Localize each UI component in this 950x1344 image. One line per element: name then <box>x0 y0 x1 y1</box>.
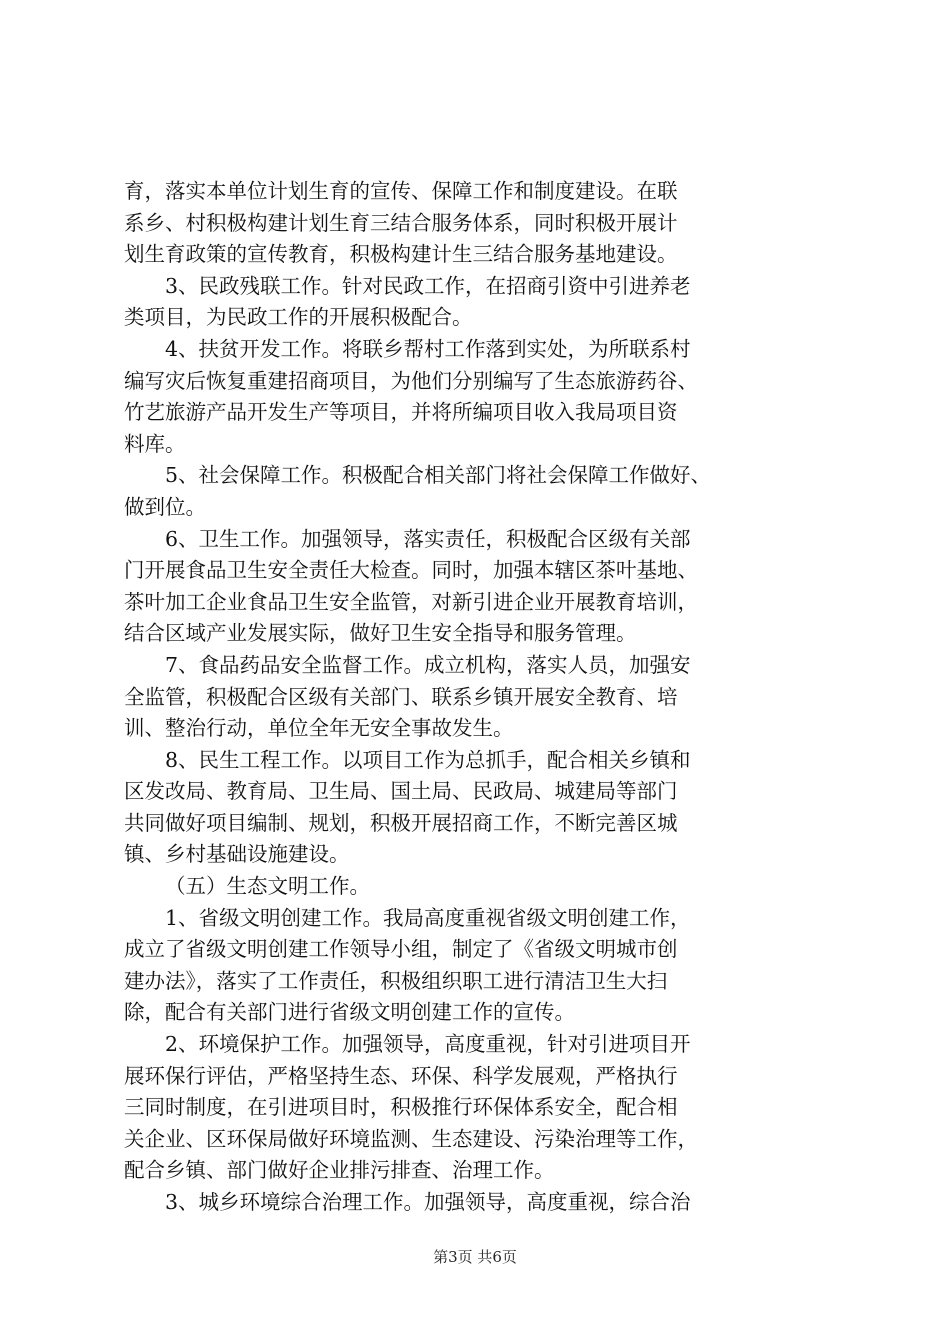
text-line: 1、省级文明创建工作。我局高度重视省级文明创建工作， <box>165 905 691 930</box>
page-footer: 第3页 共6页 <box>433 1248 517 1266</box>
text-line: 料库。 <box>124 431 186 456</box>
text-line: 划生育政策的宣传教育，积极构建计生三结合服务基地建设。 <box>124 242 678 267</box>
text-line: 三同时制度，在引进项目时，积极推行环保体系安全，配合相 <box>124 1095 678 1120</box>
text-line: 编写灾后恢复重建招商项目，为他们分别编写了生态旅游药谷、 <box>124 368 698 393</box>
text-line: 茶叶加工企业食品卫生安全监管，对新引进企业开展教育培训， <box>124 589 698 614</box>
text-line: 建办法》，落实了工作责任，积极组织职工进行清洁卫生大扫 <box>124 968 668 993</box>
text-line: 训、整治行动，单位全年无安全事故发生。 <box>124 716 514 741</box>
text-line: 全监管，积极配合区级有关部门、联系乡镇开展安全教育、培 <box>124 684 678 709</box>
text-line: 除，配合有关部门进行省级文明创建工作的宣传。 <box>124 1000 575 1025</box>
text-line: 3、民政残联工作。针对民政工作，在招商引资中引进养老 <box>165 273 691 298</box>
text-line: 2、环境保护工作。加强领导，高度重视，针对引进项目开 <box>165 1032 691 1057</box>
document-body <box>124 176 834 1219</box>
text-line: 4、扶贫开发工作。将联乡帮村工作落到实处，为所联系村 <box>165 336 691 361</box>
text-line: 配合乡镇、部门做好企业排污排查、治理工作。 <box>124 1158 555 1183</box>
text-line: 类项目，为民政工作的开展积极配合。 <box>124 305 473 330</box>
text-line: 共同做好项目编制、规划，积极开展招商工作，不断完善区城 <box>124 810 678 835</box>
text-line: 成立了省级文明创建工作领导小组，制定了《省级文明城市创 <box>124 937 678 962</box>
text-line: 结合区域产业发展实际，做好卫生安全指导和服务管理。 <box>124 621 637 646</box>
text-line: 5、社会保障工作。积极配合相关部门将社会保障工作做好、 <box>165 463 712 488</box>
text-line: 门开展食品卫生安全责任大检查。同时，加强本辖区茶叶基地、 <box>124 558 698 583</box>
text-line: 7、食品药品安全监督工作。成立机构，落实人员，加强安 <box>165 652 691 677</box>
text-line: 区发改局、教育局、卫生局、国土局、民政局、城建局等部门 <box>124 779 678 804</box>
text-line: 3、城乡环境综合治理工作。加强领导，高度重视，综合治 <box>165 1190 691 1214</box>
text-line: 育，落实本单位计划生育的宣传、保障工作和制度建设。在联 <box>124 179 678 203</box>
text-line: 做到位。 <box>124 494 206 519</box>
text-line: 8、民生工程工作。以项目工作为总抓手，配合相关乡镇和 <box>165 747 691 772</box>
text-line: （五）生态文明工作。 <box>165 874 370 899</box>
text-line: 镇、乡村基础设施建设。 <box>124 842 350 867</box>
text-line: 关企业、区环保局做好环境监测、生态建设、污染治理等工作， <box>124 1126 698 1151</box>
text-line: 竹艺旅游产品开发生产等项目，并将所编项目收入我局项目资 <box>124 400 678 425</box>
text-line: 系乡、村积极构建计划生育三结合服务体系，同时积极开展计 <box>124 210 678 235</box>
text-line: 展环保行评估，严格坚持生态、环保、科学发展观，严格执行 <box>124 1063 678 1088</box>
text-line: 6、卫生工作。加强领导，落实责任，积极配合区级有关部 <box>165 526 691 551</box>
